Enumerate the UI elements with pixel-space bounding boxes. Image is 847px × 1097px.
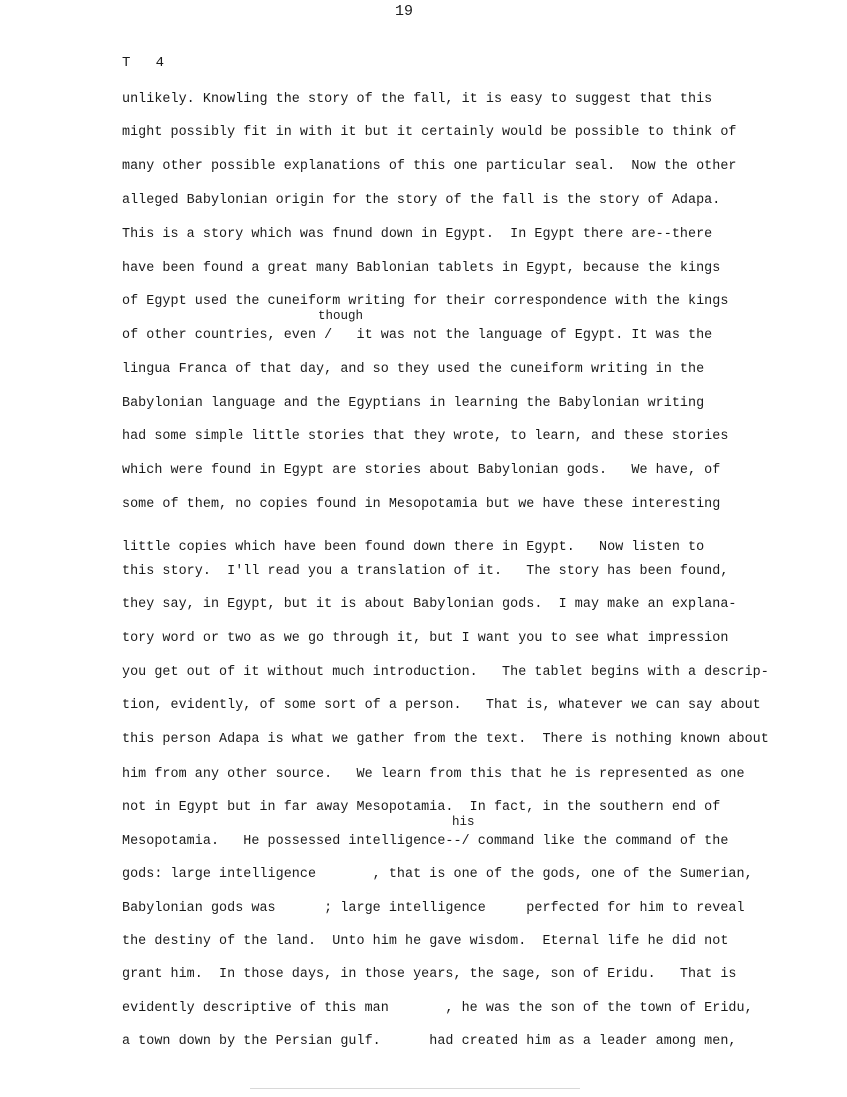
- text-line: lingua Franca of that day, and so they used the cuneiform writing in the: [122, 362, 705, 377]
- text-line: tory word or two as we go through it, but I want you to see what impression: [122, 631, 729, 646]
- text-line: some of them, no copies found in Mesopotamia but we have these interesting: [122, 497, 721, 512]
- text-line: unlikely. Knowling the story of the fall, it is easy to suggest that this: [122, 92, 713, 107]
- text-line: Babylonian language and the Egyptians in learning the Babylonian writing: [122, 396, 705, 411]
- text-line: this story. I'll read you a translation of it. The story has been found,: [122, 564, 729, 579]
- text-line: evidently descriptive of this man , he was the son of the town of Eridu,: [122, 1001, 753, 1016]
- text-line: the destiny of the land. Unto him he gave wisdom. Eternal life he did not: [122, 934, 729, 949]
- text-line: tion, evidently, of some sort of a person. That is, whatever we can say about: [122, 698, 761, 713]
- text-line: this person Adapa is what we gather from the text. There is nothing known about: [122, 732, 769, 747]
- text-line: they say, in Egypt, but it is about Babylonian gods. I may make an explana-: [122, 597, 737, 612]
- text-line: him from any other source. We learn from this that he is represented as one: [122, 767, 745, 782]
- text-line: This is a story which was fnund down in Egypt. In Egypt there are--there: [122, 227, 713, 242]
- text-line: alleged Babylonian origin for the story of the fall is the story of Adapa.: [122, 193, 721, 208]
- text-line: might possibly fit in with it but it certainly would be possible to think of: [122, 125, 737, 140]
- text-line: Mesopotamia. He possessed intelligence--/ command like the command of the: [122, 834, 729, 849]
- text-line: of other countries, even / it was not the language of Egypt. It was the: [122, 328, 713, 343]
- text-line: a town down by the Persian gulf. had created him as a leader among men,: [122, 1034, 737, 1049]
- text-line: little copies which have been found down there in Egypt. Now listen to: [122, 540, 705, 555]
- interlinear-insertion: his: [452, 815, 475, 829]
- page-bottom-rule: [250, 1088, 580, 1089]
- text-line: Babylonian gods was ; large intelligence perfected for him to reveal: [122, 901, 745, 916]
- text-line: of Egypt used the cuneiform writing for their correspondence with the kings: [122, 294, 729, 309]
- text-line: not in Egypt but in far away Mesopotamia. In fact, in the southern end of: [122, 800, 721, 815]
- page-code: T 4: [122, 55, 165, 71]
- text-line: grant him. In those days, in those years, the sage, son of Eridu. That is: [122, 967, 737, 982]
- text-line: have been found a great many Bablonian tablets in Egypt, because the kings: [122, 261, 721, 276]
- text-line: had some simple little stories that they wrote, to learn, and these stories: [122, 429, 729, 444]
- text-line: gods: large intelligence , that is one of the gods, one of the Sumerian,: [122, 867, 753, 882]
- text-line: which were found in Egypt are stories about Babylonian gods. We have, of: [122, 463, 721, 478]
- text-line: you get out of it without much introduction. The tablet begins with a descrip-: [122, 665, 769, 680]
- interlinear-insertion: though: [318, 309, 364, 323]
- text-line: many other possible explanations of this one particular seal. Now the other: [122, 159, 737, 174]
- page-number: 19: [395, 3, 414, 20]
